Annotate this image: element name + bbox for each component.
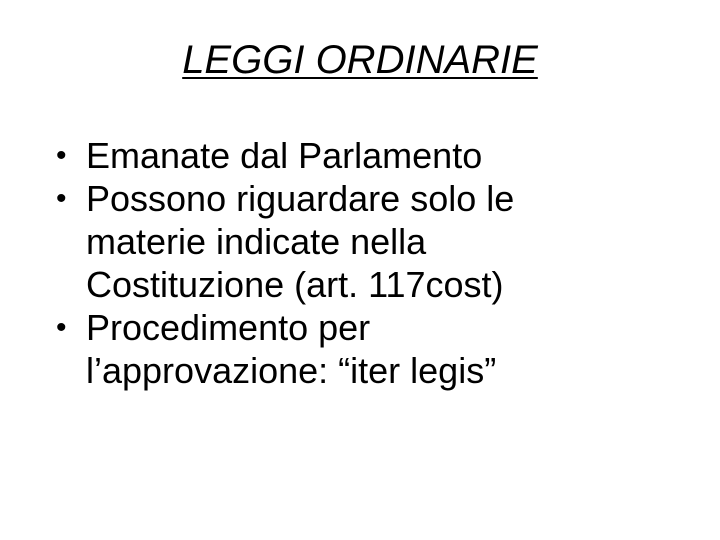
bullet-icon: • bbox=[56, 139, 67, 172]
slide-title: LEGGI ORDINARIE bbox=[182, 38, 538, 82]
bullet-text-line: Procedimento per bbox=[86, 307, 371, 348]
bullet-icon: • bbox=[56, 182, 67, 215]
bullet-icon: • bbox=[56, 311, 67, 344]
bullet-text-line: materie indicate nella bbox=[86, 221, 427, 262]
bullet-item bbox=[56, 177, 696, 306]
bullet-item bbox=[56, 306, 696, 392]
bullet-item bbox=[56, 134, 696, 177]
bullet-text-line: Emanate dal Parlamento bbox=[86, 135, 483, 176]
bullet-text-line: Costituzione (art. 117cost) bbox=[86, 264, 504, 305]
bullet-text-line: l’approvazione: “iter legis” bbox=[86, 350, 497, 391]
bullet-list bbox=[56, 134, 696, 392]
bullet-text-line: Possono riguardare solo le bbox=[86, 178, 515, 219]
